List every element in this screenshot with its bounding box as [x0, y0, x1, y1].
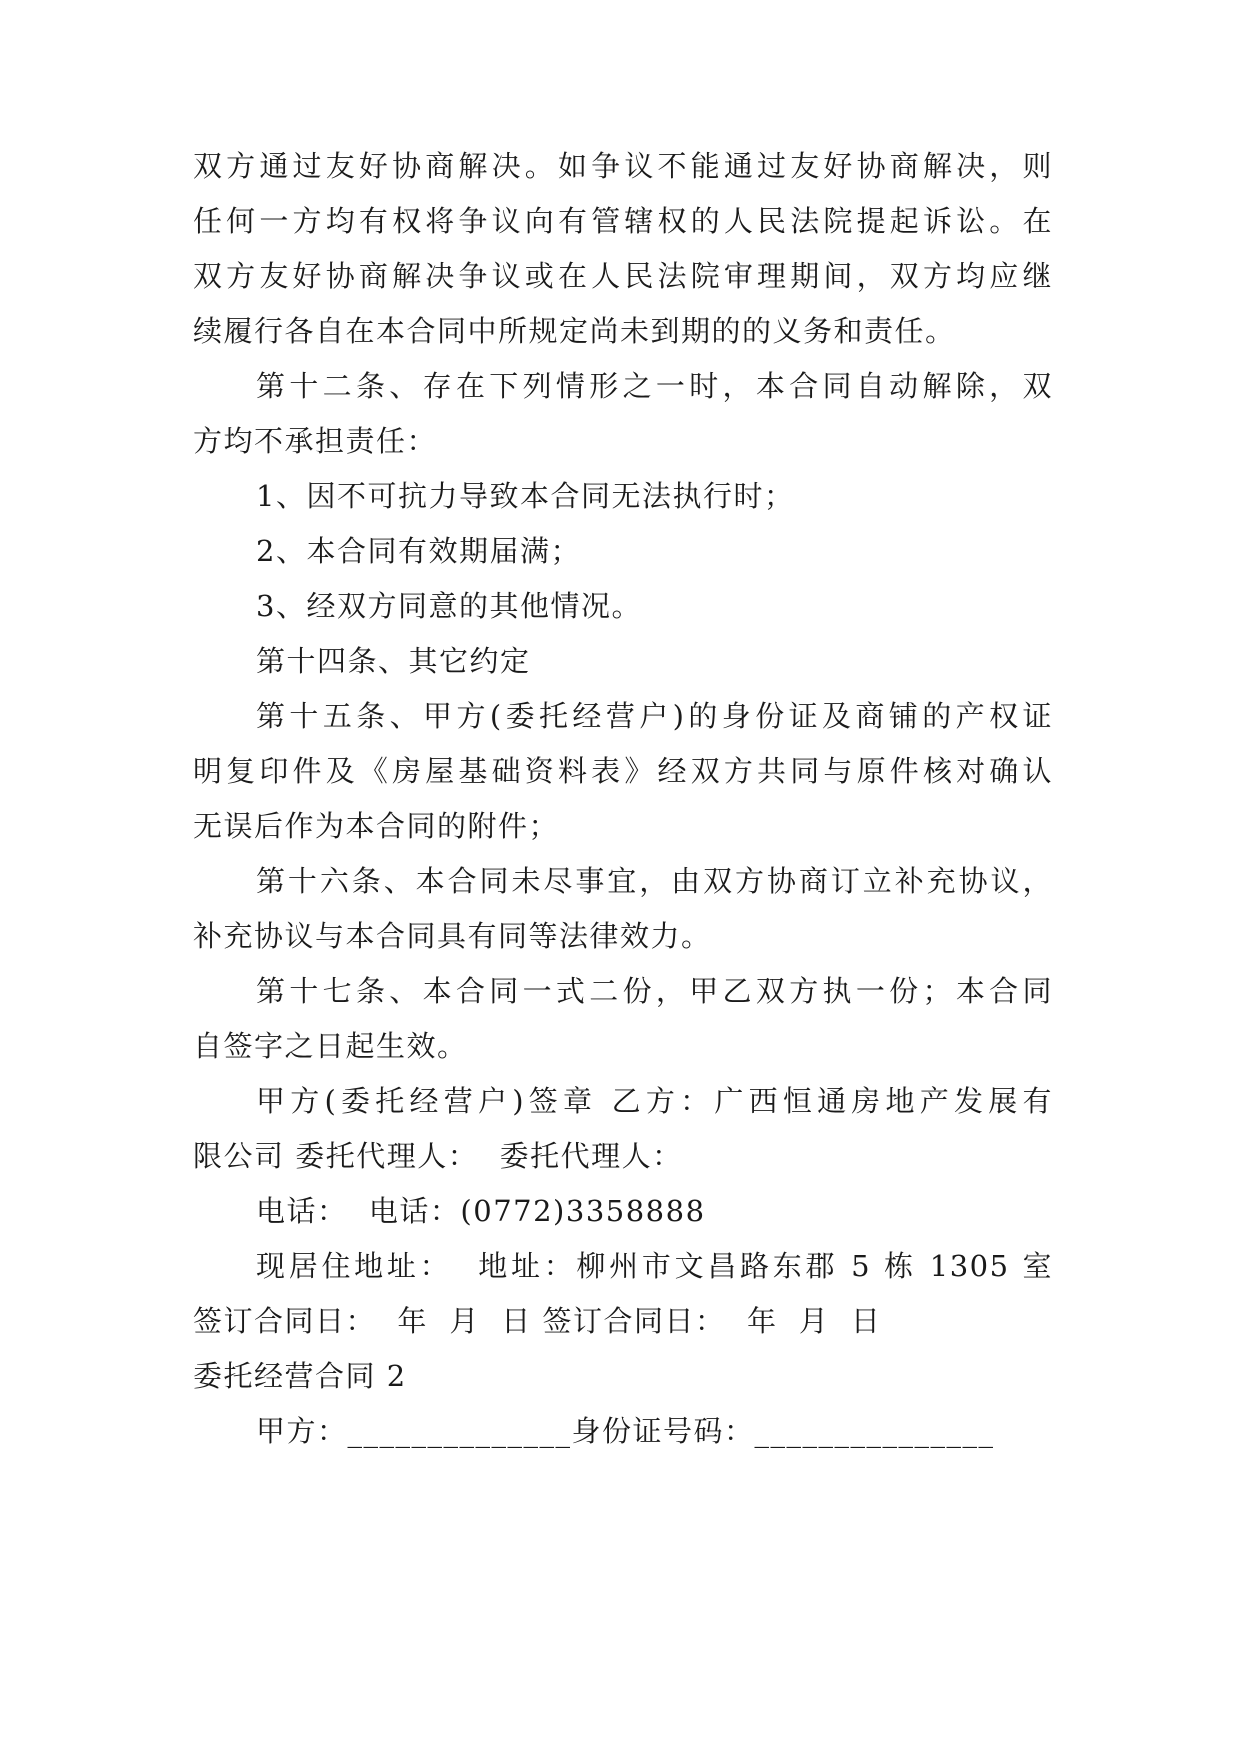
phone-line: 电话： 电话：(0772)3358888 [256, 1194, 706, 1228]
body-line: 方均不承担责任： [193, 424, 438, 458]
signature-line: 甲方(委托经营户)签章 乙方：广西恒通房地产发展有 [256, 1084, 1053, 1118]
body-line: 明复印件及《房屋基础资料表》经双方共同与原件核对确认 [193, 754, 1053, 788]
body-line: 补充协议与本合同具有同等法律效力。 [193, 919, 712, 953]
body-line: 双方友好协商解决争议或在人民法院审理期间，双方均应继 [193, 259, 1053, 293]
article-14-heading: 第十四条、其它约定 [256, 644, 531, 678]
article-17-heading: 第十七条、本合同一式二份，甲乙双方执一份；本合同 [256, 974, 1053, 1008]
contract-title: 委托经营合同 2 [193, 1359, 407, 1393]
date-line: 签订合同日： 年 月 日 签订合同日： 年 月 日 [193, 1304, 882, 1338]
party-a-line: 甲方：______________身份证号码：_______________ [256, 1414, 995, 1448]
signature-line: 限公司 委托代理人： 委托代理人： [193, 1139, 683, 1173]
list-item: 2、本合同有效期届满； [256, 534, 581, 568]
list-item: 1、因不可抗力导致本合同无法执行时； [256, 479, 795, 513]
body-line: 双方通过友好协商解决。如争议不能通过友好协商解决，则 [193, 149, 1053, 183]
list-item: 3、经双方同意的其他情况。 [256, 589, 642, 623]
article-15-heading: 第十五条、甲方(委托经营户)的身份证及商铺的产权证 [256, 699, 1053, 733]
body-line: 自签字之日起生效。 [193, 1029, 468, 1063]
address-line: 现居住地址： 地址：柳州市文昌路东郡 5 栋 1305 室 [256, 1249, 1053, 1283]
article-12-heading: 第十二条、存在下列情形之一时，本合同自动解除，双 [256, 369, 1053, 403]
body-line: 续履行各自在本合同中所规定尚未到期的的义务和责任。 [193, 314, 956, 348]
article-16-heading: 第十六条、本合同未尽事宜，由双方协商订立补充协议， [256, 864, 1053, 898]
body-line: 无误后作为本合同的附件； [193, 809, 560, 843]
body-line: 任何一方均有权将争议向有管辖权的人民法院提起诉讼。在 [193, 204, 1053, 238]
